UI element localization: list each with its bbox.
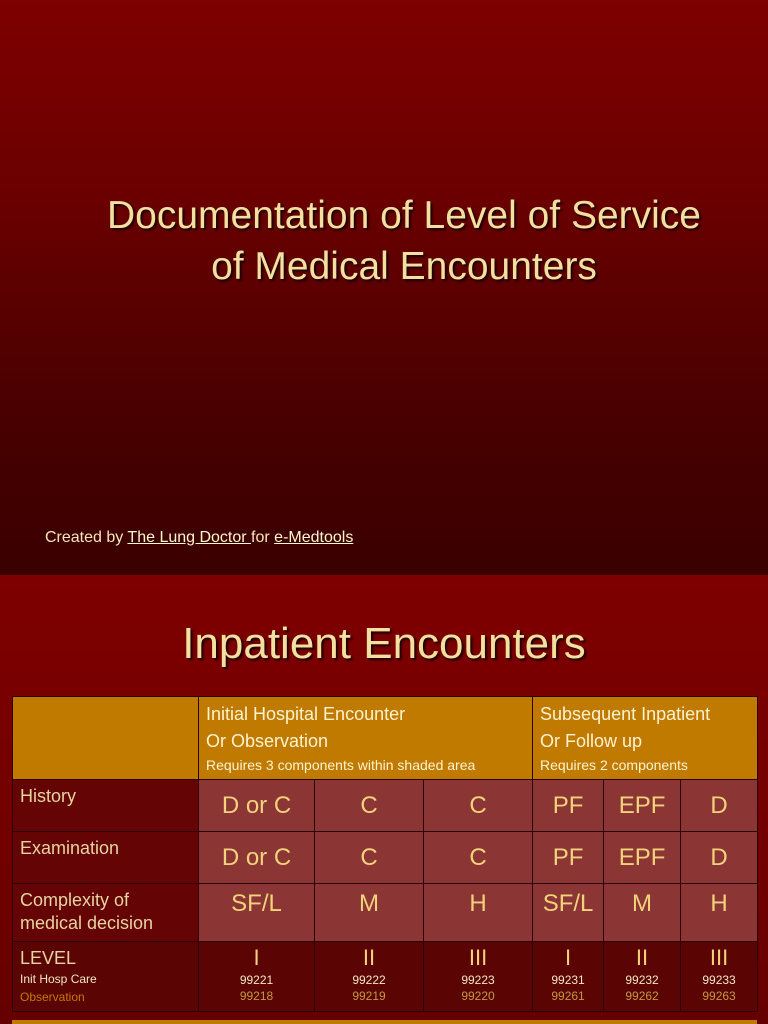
credit-line [45,529,353,547]
table-cell: D or C [199,832,315,884]
table-cell: D [681,780,758,832]
level-roman: III [468,945,488,970]
initial-encounter-header [199,697,533,780]
level-code-alt: 99261 [551,989,585,1003]
table-cell: H [681,884,758,942]
level-code: 99233 [702,973,736,987]
bottom-divider [12,1020,757,1024]
inpatient-slide [0,575,768,1024]
level-code: 99231 [551,973,585,987]
table-cell: PF [533,832,604,884]
header-blank-cell [13,697,199,780]
table-row-history [13,780,758,832]
level-code: 99221 [239,973,274,987]
level-cell [533,942,604,1012]
level-sub-init: Init Hosp Care [20,972,97,986]
level-cell [199,942,315,1012]
table-cell: C [315,780,424,832]
subsequent-encounter-header [533,697,758,780]
credit-prefix: Created by [45,529,128,546]
encounter-table [12,696,758,1012]
row-label-level [13,942,199,1012]
level-code-alt: 99220 [461,989,495,1003]
row-label-history: History [13,780,199,832]
title-line-2: of Medical Encounters [211,245,597,288]
row-label-examination: Examination [13,832,199,884]
emedtools-link[interactable]: e-Medtools [274,529,354,546]
level-cell [424,942,533,1012]
table-cell: SF/L [533,884,604,942]
initial-header-line3: Requires 3 components within shaded area [206,757,476,773]
level-code-alt: 99262 [625,989,659,1003]
slide-heading: Inpatient Encounters [182,619,586,668]
title-line-1: Documentation of Level of Service [107,194,701,237]
table-cell: M [315,884,424,942]
table-cell: M [604,884,681,942]
subsequent-header-line1: Subsequent Inpatient [540,704,711,724]
table-header-row [13,697,758,780]
table-cell: C [424,780,533,832]
level-cell [604,942,681,1012]
table-cell: D [681,832,758,884]
initial-header-line1: Initial Hospital Encounter [206,704,406,724]
level-code: 99223 [461,973,495,987]
level-code: 99232 [625,973,659,987]
subsequent-header-line3: Requires 2 components [540,757,688,773]
level-sub-observation: Observation [20,990,85,1004]
level-cell [315,942,424,1012]
table-row-examination [13,832,758,884]
table-cell: EPF [604,780,681,832]
table-cell: C [424,832,533,884]
level-roman: II [362,945,376,970]
level-label: LEVEL [20,948,77,968]
row-label-complexity: Complexity of medical decision [13,884,199,942]
table-cell: EPF [604,832,681,884]
level-code-alt: 99218 [239,989,274,1003]
level-cell [681,942,758,1012]
level-roman: I [564,945,572,970]
level-code-alt: 99219 [352,989,386,1003]
lung-doctor-link[interactable]: The Lung Doctor [127,529,252,546]
table-cell: H [424,884,533,942]
credit-mid: for [251,529,275,546]
table-cell: D or C [199,780,315,832]
table-cell: SF/L [199,884,315,942]
slide-title [40,190,768,292]
level-roman: II [635,945,649,970]
table-cell: C [315,832,424,884]
table-cell: PF [533,780,604,832]
level-roman: I [253,945,260,970]
subsequent-header-line2: Or Follow up [540,731,643,751]
level-code: 99222 [352,973,386,987]
table-row-level [13,942,758,1012]
level-code-alt: 99263 [702,989,736,1003]
initial-header-line2: Or Observation [206,731,329,751]
level-roman: III [709,945,729,970]
table-row-complexity [13,884,758,942]
